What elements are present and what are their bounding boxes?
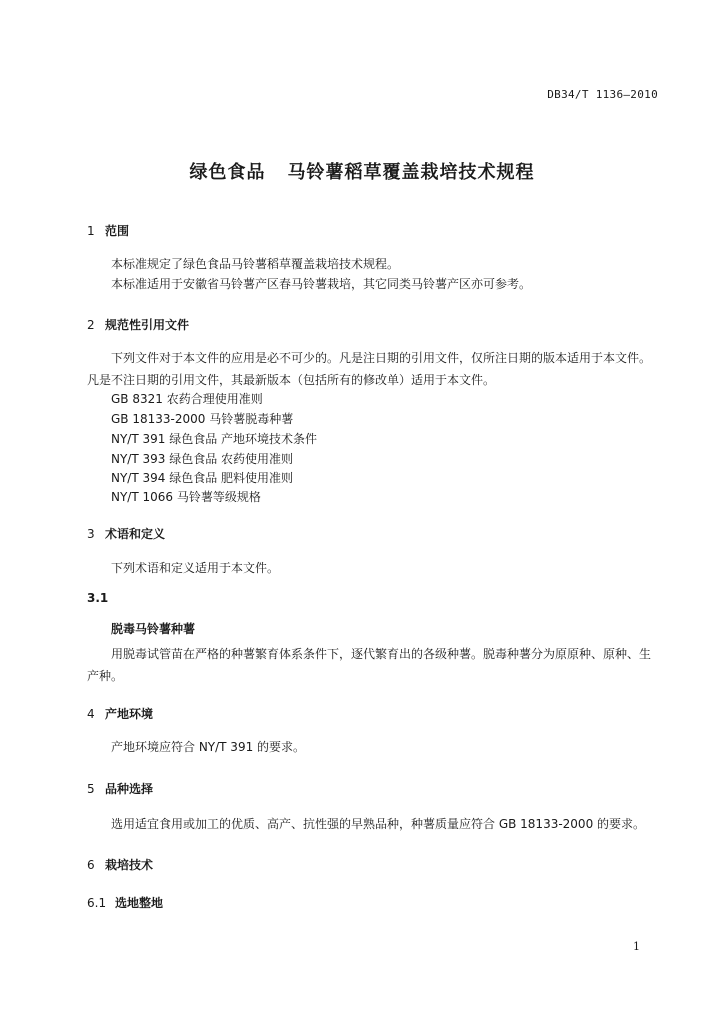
term-definition: 用脱毒试管苗在严格的种薯繁育体系条件下，逐代繁育出的各级种薯。脱毒种薯分为原原种、原种、生产种。 [87, 647, 652, 683]
standard-code: DB34/T 1136—2010 [547, 88, 658, 101]
section-3-heading [87, 525, 165, 542]
section-number: 5 [87, 782, 95, 796]
section-3-intro: 下列术语和定义适用于本文件。 [111, 561, 280, 575]
reference-item: GB 8321 农药合理使用准则 [111, 392, 263, 406]
section-title: 规范性引用文件 [105, 318, 190, 332]
section-1-paragraph-2: 本标准适用于安徽省马铃薯产区春马铃薯栽培，其它同类马铃薯产区亦可参考。 [111, 277, 532, 291]
section-title: 栽培技术 [105, 858, 154, 872]
subsection-title: 选地整地 [115, 896, 164, 910]
section-1-heading [87, 222, 129, 239]
reference-item: GB 18133-2000 马铃薯脱毒种薯 [111, 412, 294, 426]
section-1-paragraph-1: 本标准规定了绿色食品马铃薯稻草覆盖栽培技术规程。 [111, 257, 400, 271]
reference-item: NY/T 391 绿色食品 产地环境技术条件 [111, 432, 318, 446]
reference-item: NY/T 394 绿色食品 肥料使用准则 [111, 471, 294, 485]
reference-item: NY/T 1066 马铃薯等级规格 [111, 490, 261, 504]
section-title: 品种选择 [105, 782, 154, 796]
section-title: 术语和定义 [105, 527, 166, 541]
section-number: 3 [87, 527, 95, 541]
section-6-heading [87, 856, 153, 873]
section-number: 2 [87, 318, 95, 332]
section-4-heading [87, 705, 153, 722]
section-number: 6 [87, 858, 95, 872]
subsection-number: 6.1 [87, 896, 107, 910]
title-part2: 马铃薯稻草覆盖栽培技术规程 [287, 162, 535, 183]
subsection-6-1-heading [87, 894, 163, 911]
section-title: 产地环境 [105, 707, 154, 721]
section-title: 范围 [105, 224, 130, 238]
section-5-paragraph: 选用适宜食用或加工的优质、高产、抗性强的早熟品种，种薯质量应符合 GB 18133-2000 的要求。 [111, 817, 646, 831]
section-5-heading [87, 780, 153, 797]
subsection-3-1-number [87, 591, 108, 605]
section-2-heading [87, 316, 189, 333]
section-number: 4 [87, 707, 95, 721]
section-number: 1 [87, 224, 95, 238]
reference-item: NY/T 393 绿色食品 农药使用准则 [111, 452, 294, 466]
title-part1: 绿色食品 [189, 162, 266, 183]
page-number: 1 [633, 940, 640, 953]
section-2-intro: 下列文件对于本文件的应用是必不可少的。凡是注日期的引用文件，仅所注日期的版本适用于本文件。凡是不注日期的引用文件，其最新版本（包括所有的修改单）适用于本文件。 [87, 351, 652, 387]
term-heading: 脱毒马铃薯种薯 [111, 622, 196, 636]
section-4-paragraph: 产地环境应符合 NY/T 391 的要求。 [111, 740, 306, 754]
subsection-number: 3.1 [87, 591, 109, 605]
document-title [0, 158, 724, 184]
